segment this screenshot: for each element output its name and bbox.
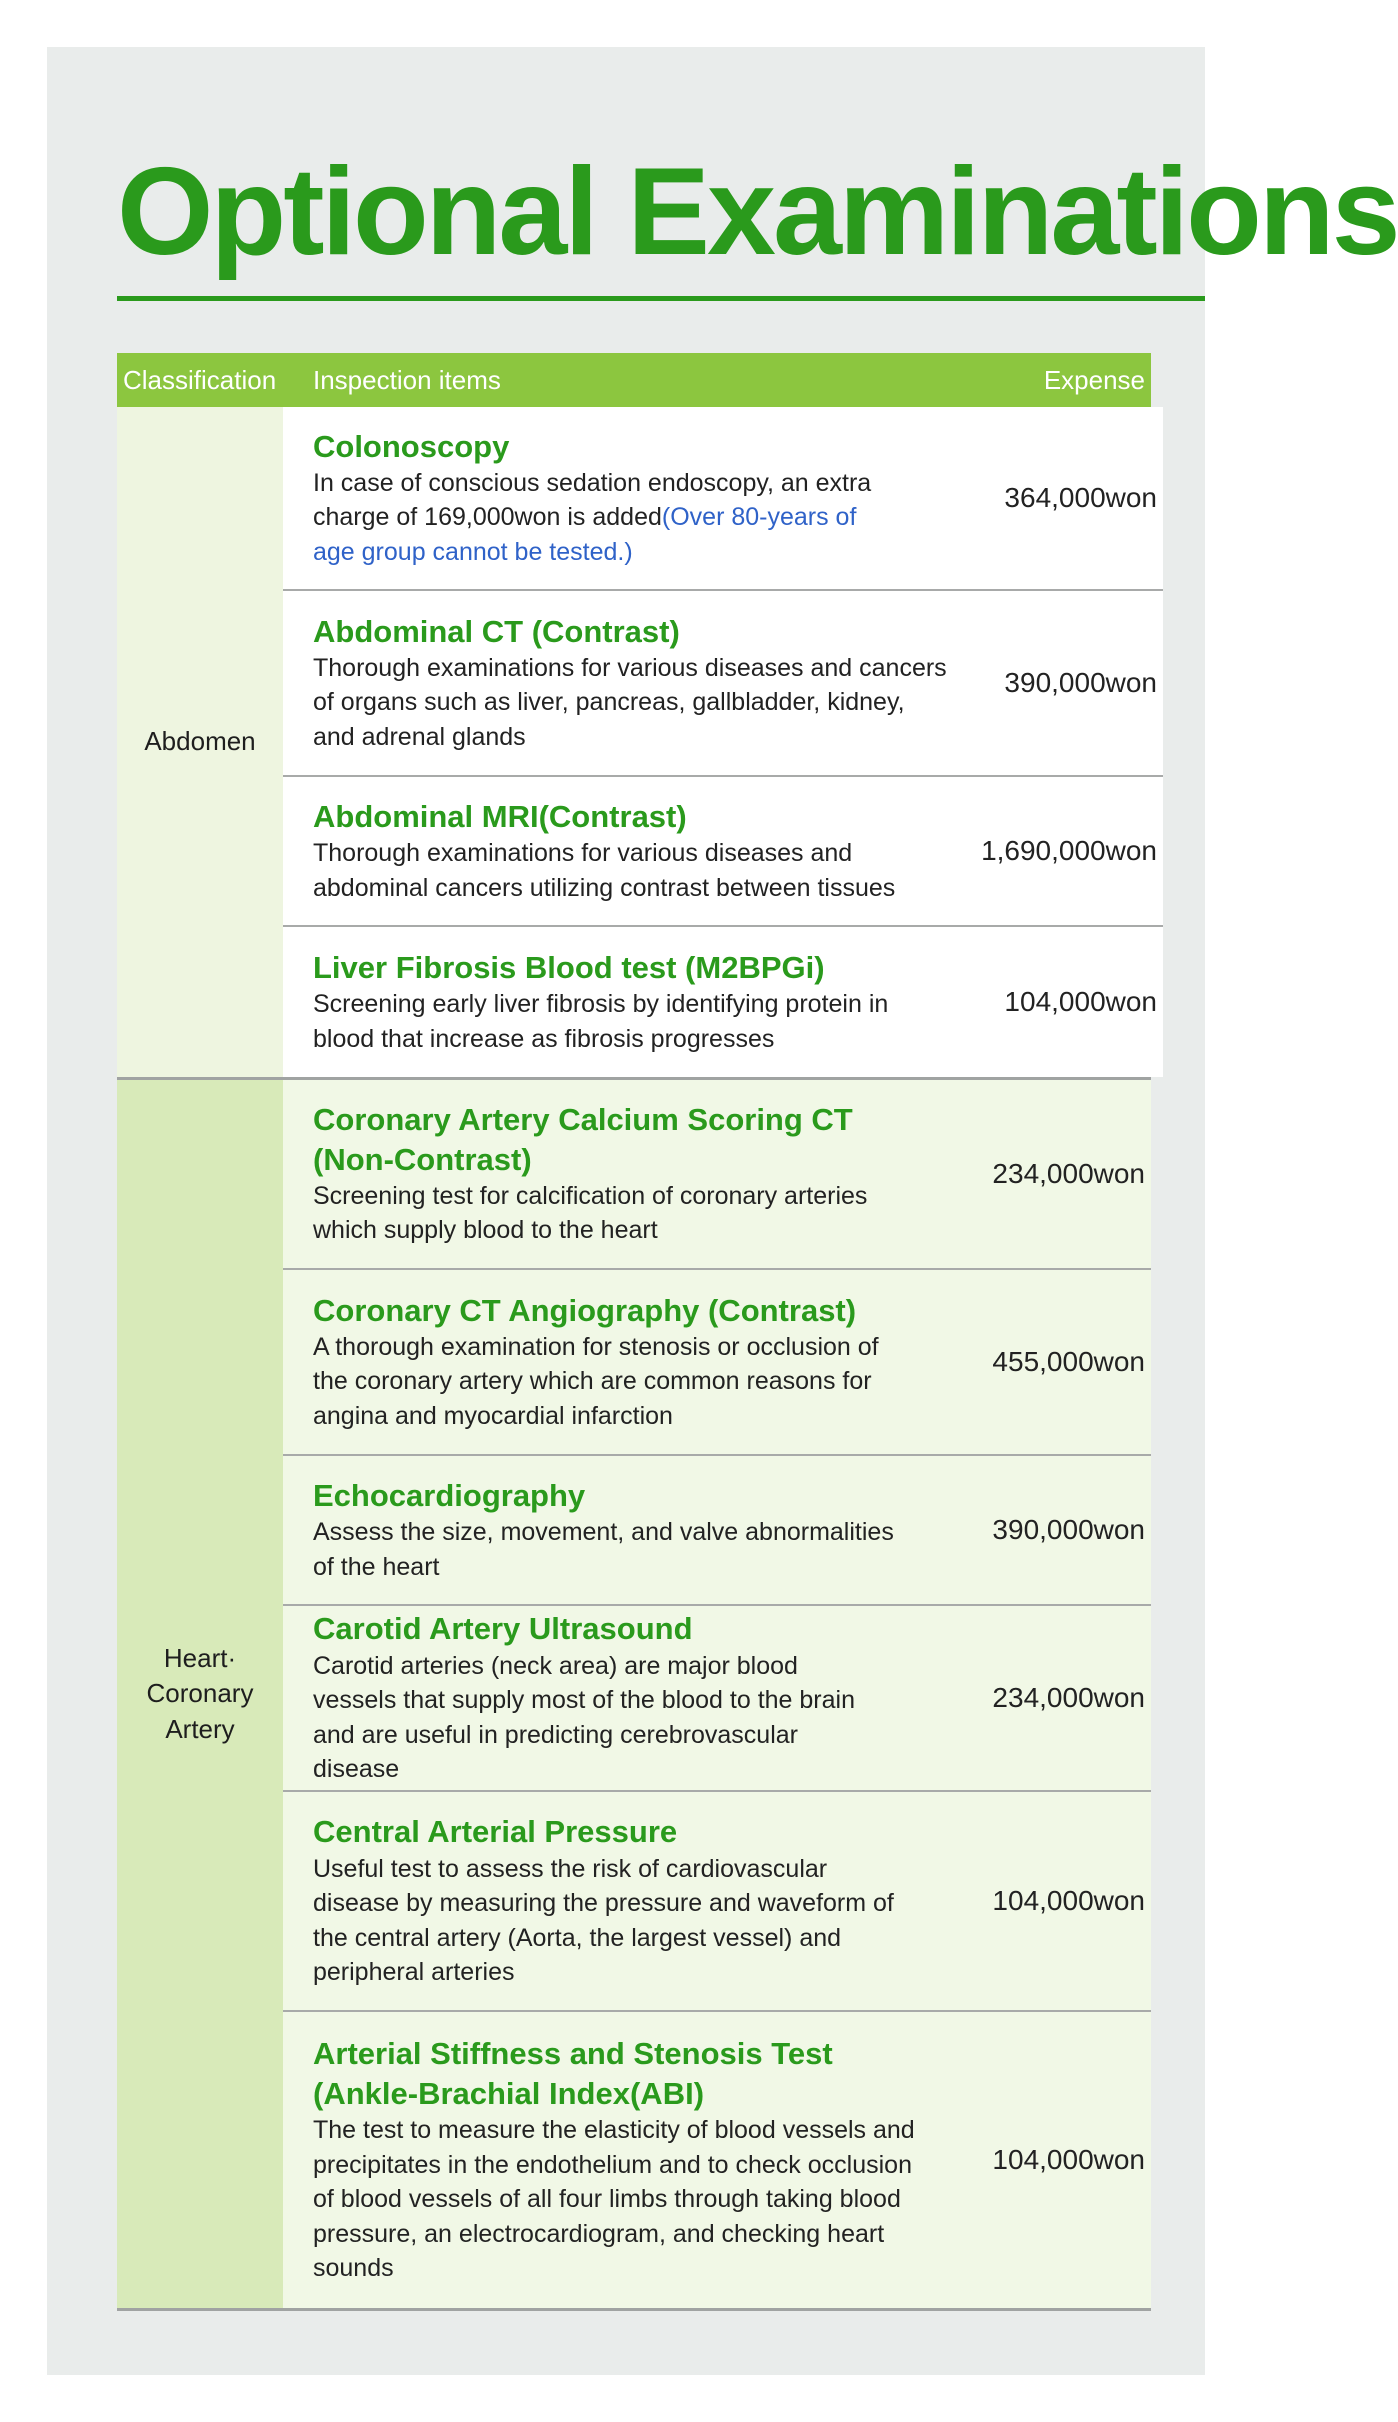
exam-description: Thorough examinations for various diseases and cancers of organs such as liver, pancreas, gallbladder, kidney, and adrenal glands <box>313 653 947 751</box>
table-row <box>283 927 1163 1077</box>
exam-note: (Over 80-years of age group cannot be tested.) <box>313 503 857 566</box>
exam-price: 104,000won <box>992 2144 1145 2175</box>
exam-price: 234,000won <box>992 1158 1145 1189</box>
exam-price: 104,000won <box>1004 986 1157 1017</box>
table-row <box>283 1792 1151 2012</box>
header-classification: Classification <box>123 364 277 395</box>
exam-price: 1,690,000won <box>981 835 1157 866</box>
exam-description: Screening early liver fibrosis by identifying protein in blood that increase as fibrosis progresses <box>313 990 889 1053</box>
exam-name: Liver Fibrosis Blood test (M2BPGi) <box>313 949 825 985</box>
exam-name: Central Arterial Pressure <box>313 1814 678 1850</box>
group-label-abdomen: Abdomen <box>117 407 283 1077</box>
header-expense: Expense <box>1043 364 1145 395</box>
exam-description: Assess the size, movement, and valve abnormalities of the heart <box>313 1518 894 1581</box>
exam-name: Coronary CT Angiography (Contrast) <box>313 1292 857 1328</box>
group-abdomen <box>117 407 1157 1080</box>
exam-name: Abdominal CT (Contrast) <box>313 613 680 649</box>
exam-name: Arterial Stiffness and Stenosis Test (Ankle-Brachial Index(ABI) <box>313 2036 833 2111</box>
table-row <box>283 2012 1151 2308</box>
exam-price: 234,000won <box>992 1682 1145 1713</box>
examinations-table <box>117 353 1157 2311</box>
table-row <box>283 777 1163 927</box>
exam-price: 104,000won <box>992 1885 1145 1916</box>
exam-name: Carotid Artery Ultrasound <box>313 1611 693 1647</box>
table-row <box>283 1270 1151 1456</box>
exam-name: Abdominal MRI(Contrast) <box>313 798 687 834</box>
exam-description: Screening test for calcification of coronary arteries which supply blood to the heart <box>313 1181 868 1245</box>
table-row <box>283 1456 1151 1606</box>
table-row <box>283 407 1163 591</box>
page-title: Optional Examinations <box>117 143 1398 281</box>
group-heart-coronary-artery <box>117 1080 1151 2311</box>
table-row <box>283 1606 1151 1792</box>
table-header <box>117 353 1151 407</box>
exam-description: In case of conscious sedation endoscopy, an extra charge of 169,000won is added(Over 80-years of age group cannot be tested.) <box>313 468 872 566</box>
exam-description: The test to measure the elasticity of blood vessels and precipitates in the endothelium and to check occlusion of blood vessels of all four limbs through taking blood pressure, an electrocardiogram, and checking heart sounds <box>313 2116 915 2283</box>
table-row <box>283 591 1163 777</box>
exam-name: Echocardiography <box>313 1477 586 1513</box>
table-row <box>283 1080 1151 1270</box>
exam-price: 364,000won <box>1004 482 1157 513</box>
exam-description: Carotid arteries (neck area) are major blood vessels that supply most of the blood to the brain and are useful in predicting cerebrovascular disease <box>313 1651 855 1784</box>
exam-description: Useful test to assess the risk of cardiovascular disease by measuring the pressure and waveform of the central artery (Aorta, the largest vessel) and peripheral arteries <box>313 1854 894 1987</box>
exam-name: Coronary Artery Calcium Scoring CT (Non-Contrast) <box>313 1102 853 1177</box>
exam-name: Colonoscopy <box>313 428 510 464</box>
exam-price: 390,000won <box>1004 667 1157 698</box>
exam-price: 455,000won <box>992 1346 1145 1377</box>
exam-description: A thorough examination for stenosis or occlusion of the coronary artery which are common reasons for angina and myocardial infarction <box>313 1332 879 1430</box>
group-label-heart: Heart· Coronary Artery <box>117 1080 283 2308</box>
exam-description: Thorough examinations for various diseases and abdominal cancers utilizing contrast between tissues <box>313 839 896 902</box>
header-inspection-items: Inspection items <box>313 364 501 395</box>
exam-price: 390,000won <box>992 1514 1145 1545</box>
title-divider <box>117 296 1205 301</box>
